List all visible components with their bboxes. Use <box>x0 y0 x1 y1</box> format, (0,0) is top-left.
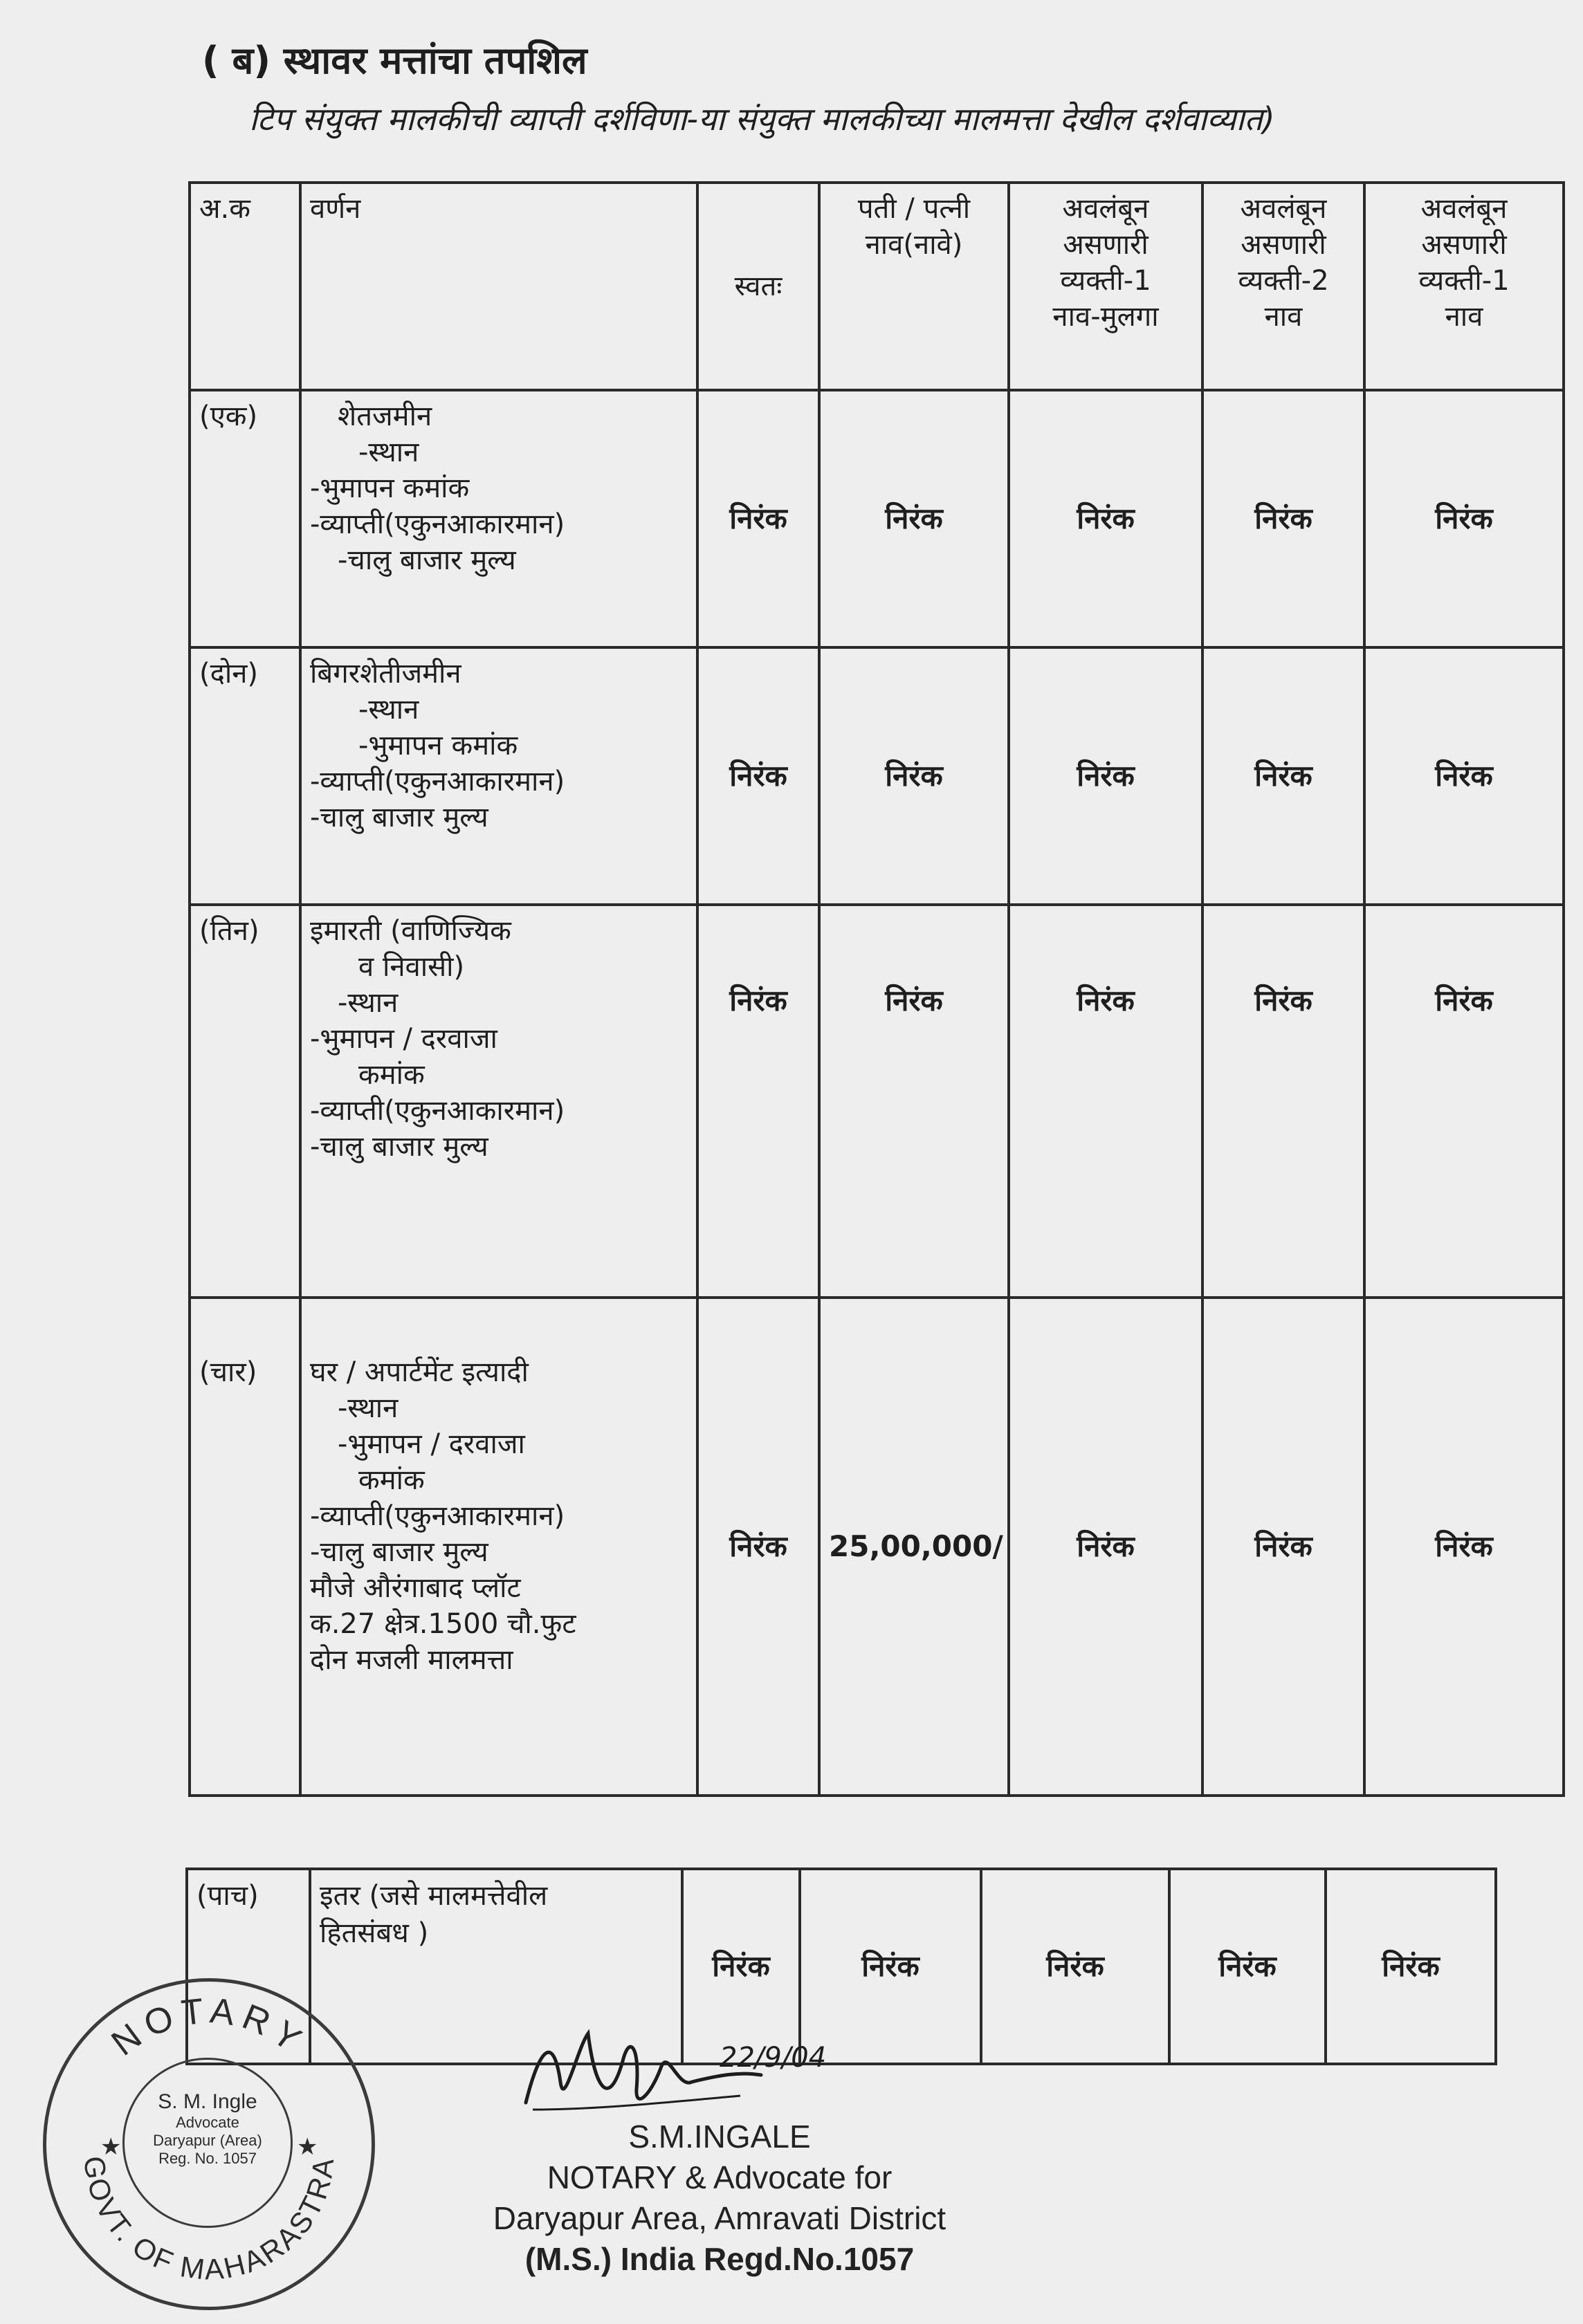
header-row <box>190 183 1564 390</box>
row-sr: (एक) <box>190 390 300 647</box>
row-description: इतर (जसे मालमत्तेवील हितसंबध ) <box>310 1869 682 2064</box>
table-row <box>190 1298 1564 1796</box>
value-spouse: निरंक <box>819 905 1009 1298</box>
header-self: स्वतः <box>697 183 819 390</box>
row-sr: (चार) <box>190 1298 300 1796</box>
value-self: निरंक <box>682 1869 800 2064</box>
value-dependent-3: निरंक <box>1326 1869 1496 2064</box>
value-dependent-3: निरंक <box>1364 905 1564 1298</box>
value-dependent-1: निरंक <box>1009 1298 1202 1796</box>
value-dependent-3: निरंक <box>1364 1298 1564 1796</box>
row-sr: (तिन) <box>190 905 300 1298</box>
notary-stamp <box>43 1978 375 2310</box>
handwritten-signature <box>512 2006 858 2130</box>
stamp-center <box>122 2058 293 2228</box>
stamp-name: S. M. Ingle <box>158 2090 257 2113</box>
row-description: बिगरशेतीजमीन -स्थान -भुमापन कमांक -व्याप्ती(एकुनआकारमान) -चालु बाजार मुल्य <box>300 647 697 905</box>
value-dependent-3: निरंक <box>1364 390 1564 647</box>
section-heading: ( ब) स्थावर मत्तांचा तपशिल <box>202 39 587 82</box>
header-sr: अ.क <box>190 183 300 390</box>
value-dependent-1: निरंक <box>1009 647 1202 905</box>
table-row <box>190 647 1564 905</box>
value-dependent-2: निरंक <box>1202 647 1364 905</box>
stamp-top-text: NOTARY <box>104 1990 314 2064</box>
value-self: निरंक <box>697 390 819 647</box>
header-dependent-2: अवलंबून असणारी व्यक्ती-2 नाव <box>1202 183 1364 390</box>
value-dependent-2: निरंक <box>1169 1869 1326 2064</box>
header-dependent-3: अवलंबून असणारी व्यक्ती-1 नाव <box>1364 183 1564 390</box>
svg-text:NOTARY <box>104 1991 314 2064</box>
notary-role: NOTARY & Advocate for <box>547 2159 893 2195</box>
row-description: इमारती (वाणिज्यिक व निवासी) -स्थान -भुमापन / दरवाजा कमांक -व्याप्ती(एकुनआकारमान) -चालु बाजार मुल्य <box>300 905 697 1298</box>
stamp-area: Daryapur (Area) <box>153 2132 262 2149</box>
stamp-reg: Reg. No. 1057 <box>158 2150 257 2167</box>
value-dependent-2: निरंक <box>1202 905 1364 1298</box>
value-self: निरंक <box>697 1298 819 1796</box>
stamp-bottom-text: GOVT. OF MAHARASTRA <box>77 2154 340 2286</box>
stamp-title: Advocate <box>176 2114 239 2131</box>
notary-area: Daryapur Area, Amravati District <box>493 2200 946 2236</box>
value-dependent-3: निरंक <box>1364 647 1564 905</box>
notary-registration: (M.S.) India Regd.No.1057 <box>524 2240 915 2277</box>
immovable-assets-table <box>188 181 1565 1797</box>
table-row <box>190 390 1564 647</box>
value-self: निरंक <box>697 647 819 905</box>
notary-details <box>408 2116 1031 2280</box>
notary-name: S.M.INGALE <box>628 2119 811 2155</box>
value-self: निरंक <box>697 905 819 1298</box>
value-spouse: निरंक <box>800 1869 981 2064</box>
value-spouse: निरंक <box>819 390 1009 647</box>
row-sr: (पाच) <box>187 1869 310 2064</box>
star-icon: ★ <box>100 2133 122 2161</box>
value-dependent-1: निरंक <box>1009 905 1202 1298</box>
value-dependent-2: निरंक <box>1202 390 1364 647</box>
row-description: घर / अपार्टमेंट इत्यादी -स्थान -भुमापन / दरवाजा कमांक -व्याप्ती(एकुनआकारमान) -चालु बाजार मुल्य मौजे औरंगाबाद प्लॉट क.27 क्षेत्र.1500 चौ.फुट दोन मजली मालमत्ता <box>300 1298 697 1796</box>
value-dependent-1: निरंक <box>1009 390 1202 647</box>
header-dependent-1: अवलंबून असणारी व्यक्ती-1 नाव-मुलगा <box>1009 183 1202 390</box>
value-spouse: 25,00,000/ <box>819 1298 1009 1796</box>
header-description: वर्णन <box>300 183 697 390</box>
section-note: टिप संयुक्त मालकीची व्याप्ती दर्शविणा-या संयुक्त मालकीच्या मालमत्ता देखील दर्शवाव्यात) <box>249 100 1275 138</box>
header-spouse: पती / पत्नी नाव(नावे) <box>819 183 1009 390</box>
value-dependent-1: निरंक <box>981 1869 1169 2064</box>
signature-date: 22/9/04 <box>720 2042 827 2074</box>
table-row <box>190 905 1564 1298</box>
value-dependent-2: निरंक <box>1202 1298 1364 1796</box>
star-icon: ★ <box>297 2133 318 2161</box>
row-description: शेतजमीन -स्थान -भुमापन कमांक -व्याप्ती(एकुनआकारमान) -चालु बाजार मुल्य <box>300 390 697 647</box>
value-spouse: निरंक <box>819 647 1009 905</box>
row-sr: (दोन) <box>190 647 300 905</box>
